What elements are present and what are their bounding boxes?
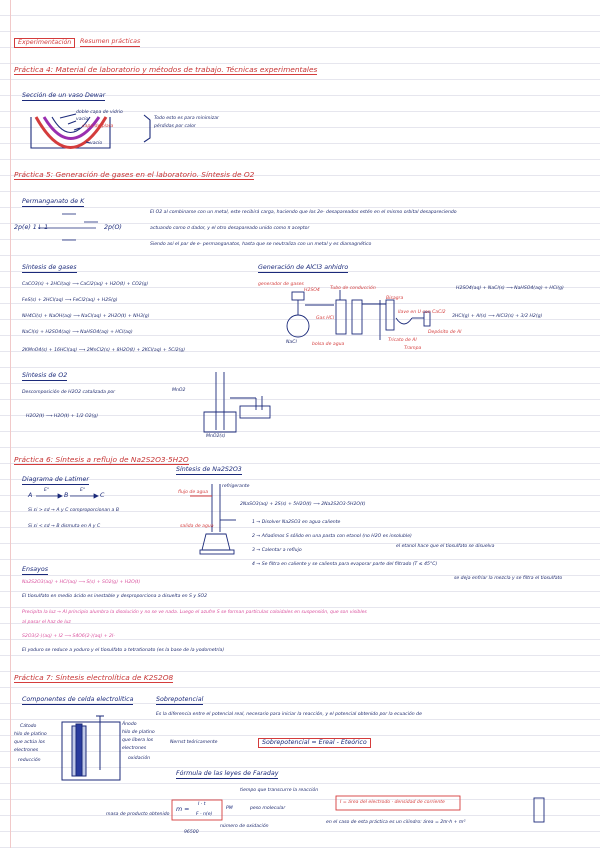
alcl3-title: Generación de AlCl3 anhidro bbox=[258, 264, 349, 271]
step4-note: se deja enfriar la mezcla y se filtra el tiosulfato bbox=[454, 576, 563, 581]
alcl3-label-5: Gas HCl bbox=[316, 316, 335, 321]
latimer-line1: Si εi > εd → A y C comproporcionan a B bbox=[28, 508, 119, 513]
ens-line1: El tiosulfato en medio ácido es inestable y desproporciona a disuelta en S y SO2 bbox=[22, 594, 208, 599]
p4-subtitle: Sección de un vaso Dewar bbox=[22, 92, 106, 99]
synth-label-0: flujo de agua bbox=[178, 490, 209, 495]
alcl3-label-7: Trampa bbox=[404, 346, 422, 351]
perm-line2: actuando como σ dador, y el otro desapareado unido como π aceptor bbox=[150, 226, 310, 231]
p5-title: Práctica 5: Generación de gases en el laboratorio. Síntesis de O2 bbox=[14, 170, 255, 179]
alcl3-label-3: Bisagra bbox=[386, 296, 404, 301]
faraday-label-3: número de oxidación bbox=[220, 824, 269, 829]
latimer-e2: E° bbox=[80, 488, 86, 493]
alcl3-eq2: 3HCl(g) + Al(s) ⟶ AlCl3(s) + 3/2 H2(g) bbox=[452, 314, 543, 319]
header-right: Resumen prácticas bbox=[80, 38, 141, 45]
gas-eq-5: 2KMnO4(s) + 16HCl(aq) ⟶ 2MnCl2(s) + 8H2O(ℓ) + 2KCl(aq) + 5Cl2(g) bbox=[22, 348, 186, 353]
cell-label-0: Cátodo bbox=[20, 724, 37, 729]
p4-note2: pérdidas por calor bbox=[154, 124, 196, 129]
p4-title: Práctica 4: Material de laboratorio y métodos de trabajo. Técnicas experimentales bbox=[14, 65, 318, 74]
gas-eq-3: NH4Cl(s) + NaOH(aq) ⟶ NaCl(aq) + 2H2O(ℓ) + NH3(g) bbox=[22, 314, 150, 319]
dewar-label-3: capa de plata bbox=[82, 124, 114, 129]
cell-label-2: que actúa los bbox=[14, 740, 45, 745]
latimer-a: A bbox=[28, 492, 33, 499]
ens-eq2: S2O3(2-)(aq) + I2 ⟶ S4O6(2-)(aq) + 2I- bbox=[22, 634, 115, 639]
o2-title: Síntesis de O2 bbox=[22, 372, 68, 379]
synth-label-2: salida de agua bbox=[180, 524, 214, 529]
cell-label-4: reducción bbox=[18, 758, 41, 763]
step-2: 2 → Añadimos S sólido en una pasta con etanol (no H2O es insoluble) bbox=[252, 534, 412, 539]
alcl3-label-0: generador de gases bbox=[258, 282, 304, 287]
synth-title: Síntesis de Na2S2O3 bbox=[176, 466, 242, 473]
p4-note1: Todo esto es para minimizar bbox=[154, 116, 219, 121]
latimer-b: B bbox=[64, 492, 69, 499]
dewar-label-2: vacío bbox=[76, 117, 89, 122]
cell-label-1: hilo de platino bbox=[14, 732, 47, 737]
cell-label-5: Ánodo bbox=[122, 722, 137, 727]
o2-catalyst: MnO2 bbox=[172, 388, 186, 393]
faraday-pm: PM bbox=[226, 806, 233, 811]
synth-eq: 2NaSO3(aq) + 2S(s) + 5H2O(ℓ) ⟶ 2Na2S2O3·5H2O(ℓ) bbox=[240, 502, 366, 507]
o2-app-label: MnO2(s) bbox=[206, 434, 226, 439]
dewar-label-4: vacío bbox=[90, 141, 103, 146]
faraday-label-4: 96500 bbox=[184, 830, 199, 835]
gas-title: Síntesis de gases bbox=[22, 264, 77, 271]
cell-label-9: oxidación bbox=[128, 756, 151, 761]
latimer-e1: E° bbox=[44, 488, 50, 493]
p6-title: Práctica 6: Síntesis a reflujo de Na2S2O3·5H2O bbox=[14, 455, 189, 464]
o2-line1: Descomposición de H2O2 catalizada por bbox=[22, 390, 116, 395]
ibox-note: en el caso de esta práctica es un cilindro: área = 2πr·h + πr² bbox=[326, 820, 466, 825]
o2-eq: H2O2(ℓ) ⟶ H2O(ℓ) + 1/2 O2(g) bbox=[26, 414, 99, 419]
alcl3-label-9: Depósito de Al bbox=[428, 330, 462, 335]
latimer-title: Diagrama de Latimer bbox=[22, 476, 89, 483]
ens-line4: El yoduro se reduce a yoduro y el tiosulfato a tetrationato (es la base de la yodometría) bbox=[22, 648, 225, 653]
alcl3-label-2: Tubo de conducción bbox=[330, 286, 376, 291]
cell-title: Componentes de celda electrolítica bbox=[22, 696, 134, 703]
perm-title: Permanganato de K bbox=[22, 198, 85, 205]
faraday-den: F · n(e) bbox=[196, 812, 213, 817]
ibox: I = área del electrodo · densidad de corriente bbox=[340, 800, 445, 805]
cell-label-7: que libera los bbox=[122, 738, 154, 743]
electrolytic-cell bbox=[62, 716, 120, 780]
sobre-title: Sobrepotencial bbox=[156, 696, 204, 703]
dewar-label-1: doble capa de vidrio bbox=[76, 110, 123, 115]
gas-eq-1: CaCO3(s) + 2HCl(aq) ⟶ CaCl2(aq) + H2O(ℓ) + CO2(g) bbox=[22, 282, 149, 287]
synth-label-1: refrigerante bbox=[222, 484, 250, 489]
o2-apparatus bbox=[204, 372, 270, 432]
perm-eq-right: 2p(O) bbox=[104, 224, 122, 231]
nernst: Nernst teóricamente bbox=[170, 740, 218, 745]
gas-eq-4: NaCl(s) + H2SO4(aq) ⟶ NaHSO4(aq) + HCl(aq) bbox=[22, 330, 133, 335]
ensayos-title: Ensayos bbox=[22, 566, 48, 573]
faraday-label-1: peso molecular bbox=[250, 806, 286, 811]
perm-line1: El O2 al combinarse con un metal, este recibirá carga, haciendo que los 2e- desapareados estén en el mismo orbital desapareciendo bbox=[150, 210, 457, 215]
perm-eq-left: 2p(e) 1↓ 1 bbox=[14, 224, 49, 231]
faraday-title: Fórmula de las leyes de Faraday bbox=[176, 770, 279, 777]
step-3: 3 → Calentar a reflujo bbox=[252, 548, 302, 553]
header-left-box: Experimentación bbox=[14, 38, 75, 48]
step-4: 4 → Se filtra en caliente y se calienta para evaporar parte del filtrado (T ≤ 45°C) bbox=[252, 562, 438, 567]
sobre-formula: Sobrepotencial = Ereal - Eteórico bbox=[258, 738, 371, 748]
step2-note: el etanol hace que el tiosulfato se disuelva bbox=[396, 544, 495, 549]
ens-line2: Precipita la luz → Al principio alumbra la disolución y no se ve nada. Luego el azufre S se forman partículas coloidales en suspensión, que son visibles bbox=[22, 610, 367, 615]
cell-label-8: electrones bbox=[122, 746, 147, 751]
cell-label-6: hilo de platino bbox=[122, 730, 155, 735]
alcl3-label-8: bolsa de agua bbox=[312, 342, 345, 347]
faraday-num: I · t bbox=[198, 802, 206, 807]
perm-line3: Siendo así el par de e- permanganatos, hasta que se neutraliza con un metal y es diamagnético bbox=[150, 242, 372, 247]
faraday-label-2: masa de producto obtenido bbox=[106, 812, 170, 817]
latimer-line2: Si εi < εd → B dismuta en A y C bbox=[28, 524, 101, 529]
faraday-label-0: tiempo que transcurre la reacción bbox=[240, 788, 319, 793]
sobre-line: Es la diferencia entre el potencial real, necesario para iniciar la reacción, y el potencial obtenido por la ecuación de bbox=[156, 712, 422, 717]
latimer-c: C bbox=[100, 492, 105, 499]
p7-title: Práctica 7: Síntesis electrolítica de K2S2O8 bbox=[14, 673, 174, 682]
cell-label-3: electrones bbox=[14, 748, 39, 753]
alcl3-eq1: H2SO4(aq) + NaCl(s) ⟶ NaHSO4(aq) + HCl(g) bbox=[456, 286, 564, 291]
alcl3-label-10: NaCl bbox=[286, 340, 297, 345]
gas-eq-2: FeS(s) + 2HCl(aq) ⟶ FeCl2(aq) + H2S(g) bbox=[22, 298, 118, 303]
alcl3-label-6: Tricato de Al bbox=[388, 338, 417, 343]
faraday-m: m = bbox=[176, 806, 190, 813]
alcl3-label-1: H2SO4 bbox=[304, 288, 320, 293]
ens-line3: al pasar el haz de luz bbox=[22, 620, 71, 625]
step-1: 1 → Disolver Na2SO3 en agua caliente bbox=[252, 520, 341, 525]
ensayos-eq: Na2S2O3(aq) + HCl(aq) ⟶ S(s) + SO2(g) + H2O(ℓ) bbox=[22, 580, 141, 585]
alcl3-label-4: llave en U con CaCl2 bbox=[398, 310, 446, 315]
